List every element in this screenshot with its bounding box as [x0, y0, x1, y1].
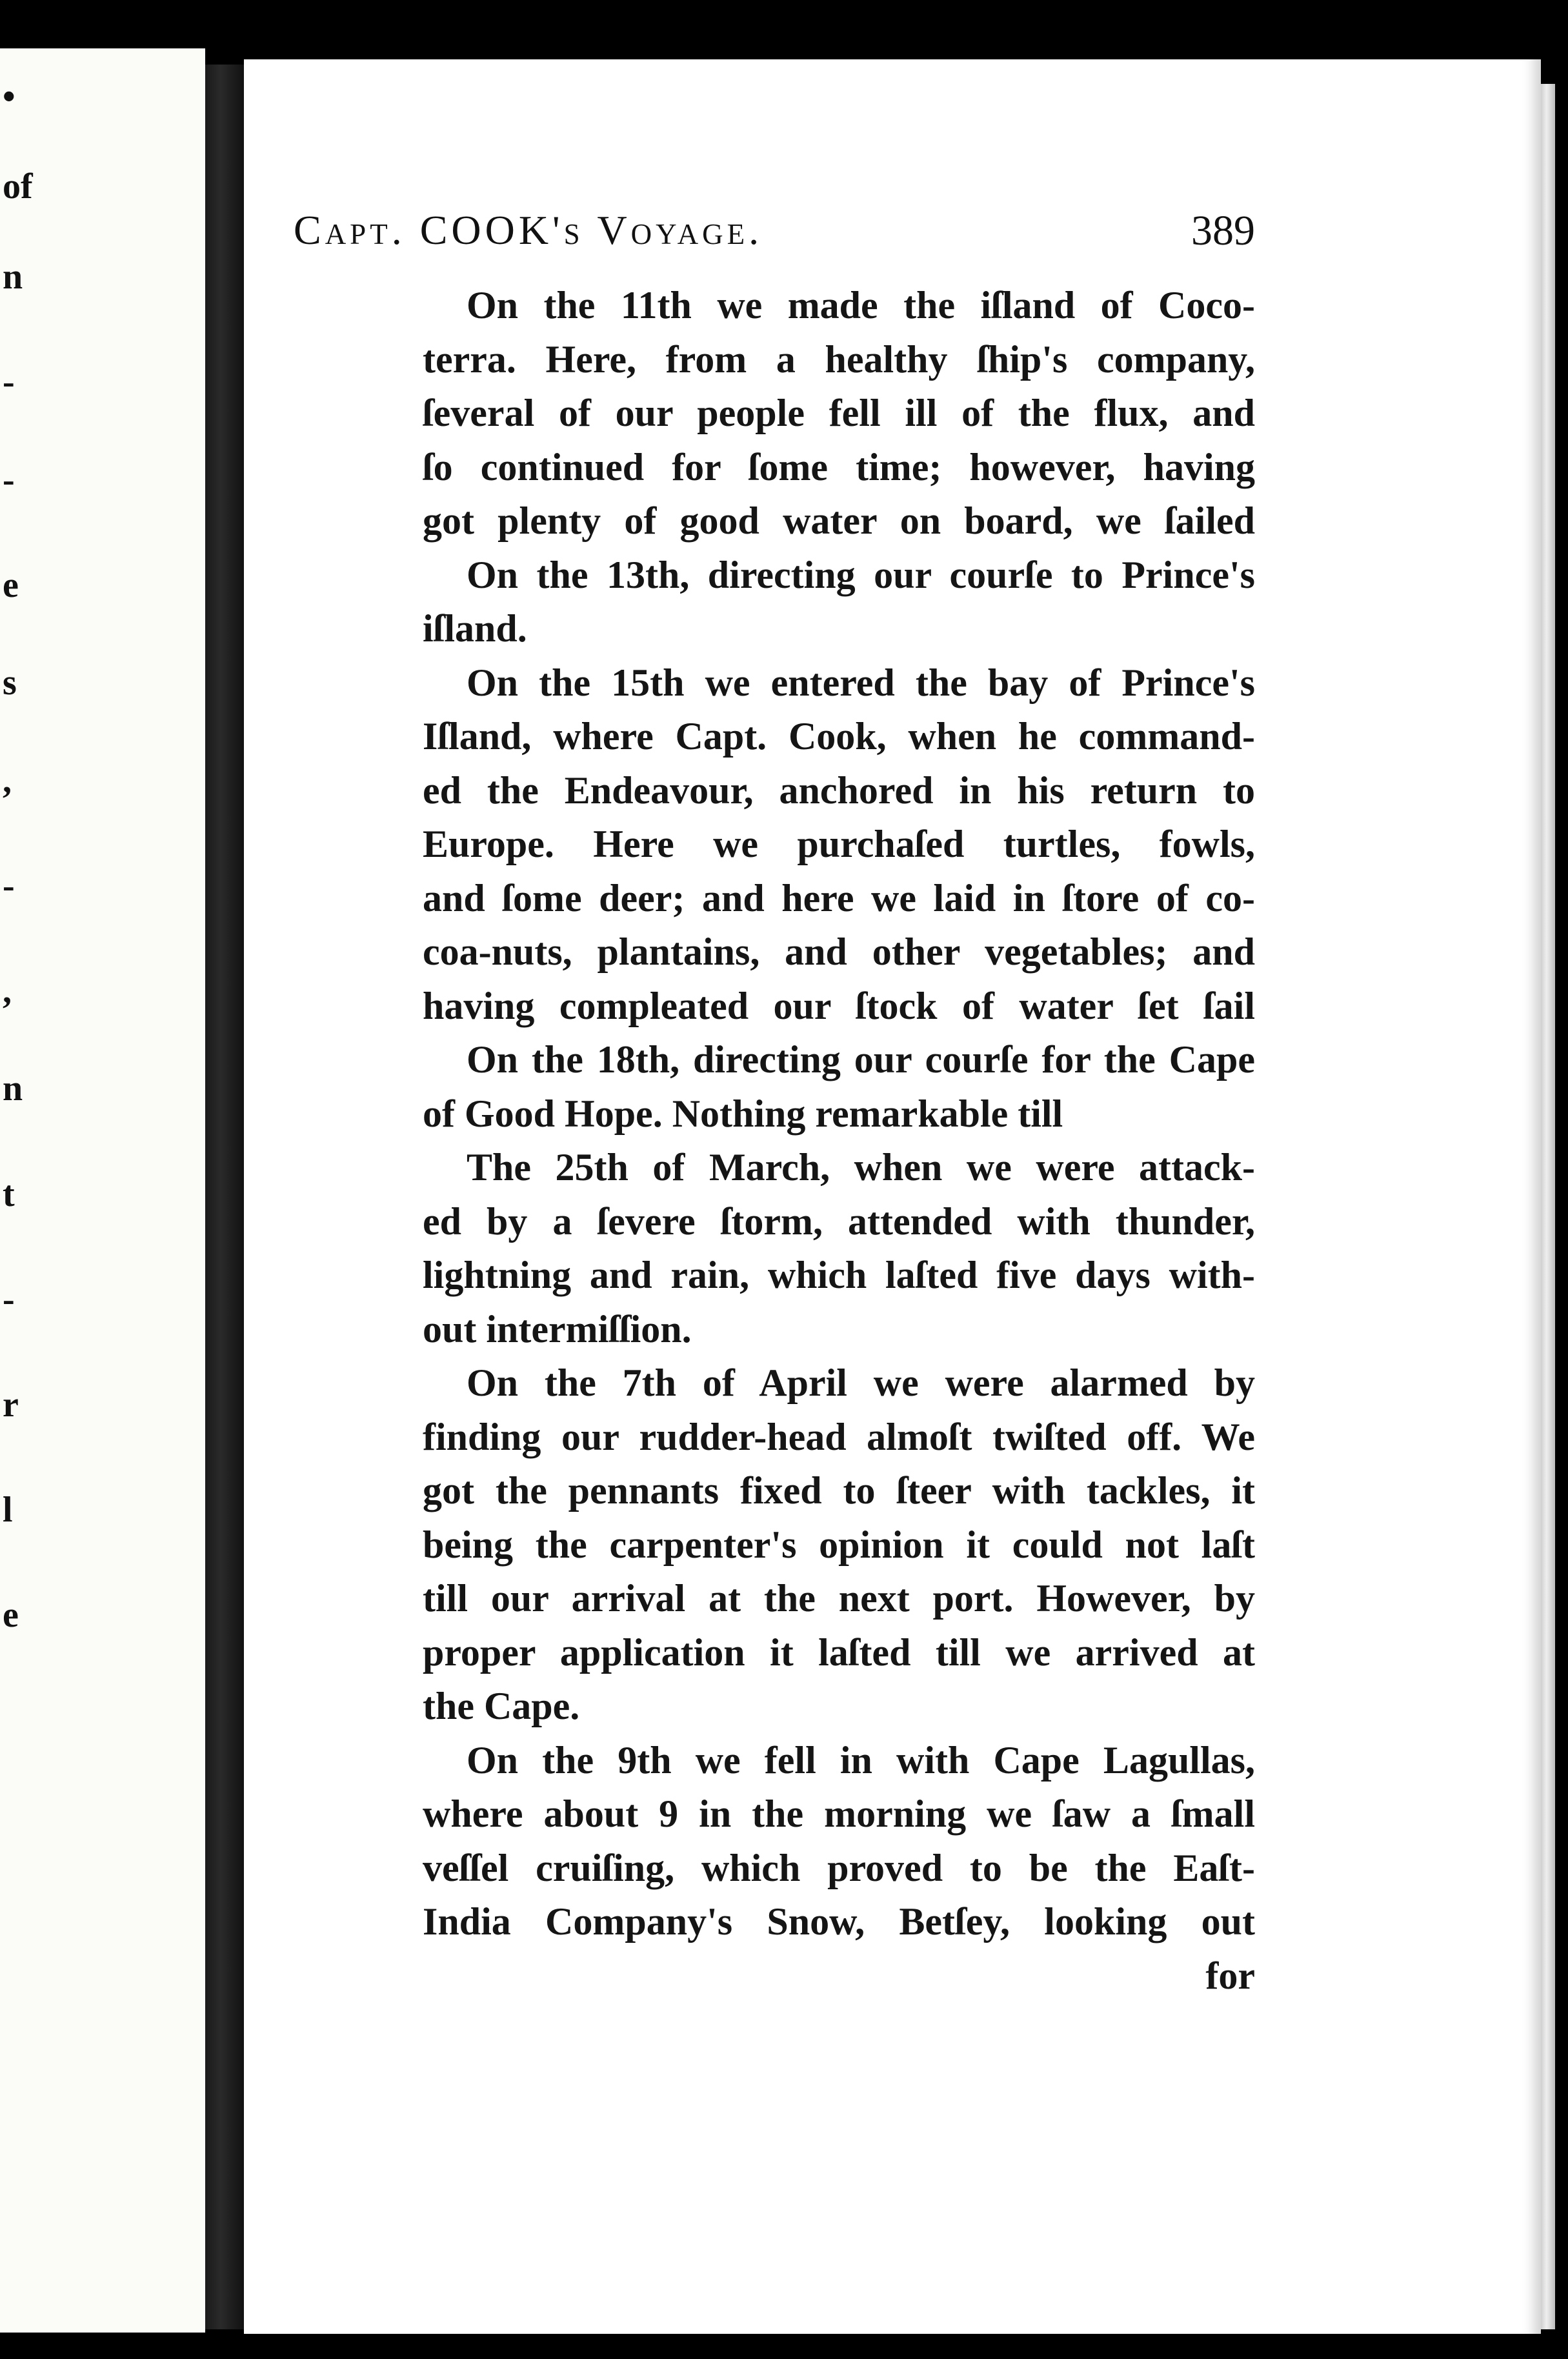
margin-fragment: • [3, 76, 15, 117]
text-line: On the 15th we entered the bay of Prince's [467, 661, 1255, 704]
text-line: India Company's Snow, Betſey, looking out [423, 1900, 1255, 1943]
margin-fragment: e [3, 1594, 19, 1635]
text-line: having compleated our ſtock of water ſet ſail [423, 984, 1255, 1027]
page-header [294, 206, 1255, 265]
margin-fragment: s [3, 663, 17, 703]
text-line: ed by a ſevere ſtorm, attended with thunder, [423, 1200, 1255, 1243]
text-line: till our arrival at the next port. However, by [423, 1577, 1255, 1620]
text-line: Iſland, where Capt. Cook, when he command- [423, 715, 1255, 758]
text-line: iſland. [423, 607, 527, 650]
text-line: On the 13th, directing our courſe to Prince's [467, 553, 1255, 596]
text-line: On the 9th we fell in with Cape Lagullas, [467, 1738, 1255, 1782]
text-line: coa-nuts, plantains, and other vegetables; and [423, 930, 1255, 973]
margin-fragment: - [3, 362, 15, 403]
margin-fragment: n [3, 257, 23, 297]
margin-fragment: of [3, 166, 33, 207]
margin-fragment: - [3, 459, 15, 500]
text-line: On the 11th we made the iſland of Coco- [467, 284, 1255, 326]
text-line: being the carpenter's opinion it could not laſt [423, 1523, 1255, 1566]
margin-fragment: - [3, 1279, 15, 1320]
text-line: ed the Endeavour, anchored in his return to [423, 768, 1255, 812]
margin-fragment: , [3, 970, 12, 1011]
text-line: On the 7th of April we were alarmed by [467, 1361, 1255, 1404]
margin-fragment: , [3, 760, 12, 801]
text-line: On the 18th, directing our courſe for the Cape [467, 1038, 1255, 1081]
book-gutter [205, 65, 244, 2329]
margin-fragment: - [3, 865, 15, 906]
text-line: proper application it laſted till we arrived at [423, 1631, 1255, 1674]
body-text [423, 279, 1255, 2003]
text-line: ſo continued for ſome time; however, having [423, 445, 1255, 488]
text-line: ſeveral of our people fell ill of the flux, and [423, 392, 1255, 434]
text-line: got plenty of good water on board, we ſailed [423, 499, 1255, 542]
text-line: lightning and rain, which laſted five days with- [423, 1254, 1255, 1296]
text-line: where about 9 in the morning we ſaw a ſmall [423, 1792, 1255, 1835]
text-line: the Cape. [423, 1685, 580, 1727]
text-line: got the pennants fixed to ſteer with tackles, it [423, 1469, 1255, 1512]
text-line: out intermiſſion. [423, 1307, 692, 1350]
margin-fragment: r [3, 1384, 19, 1425]
left-page-margin-fragments [0, 48, 39, 2333]
page-number: 389 [1191, 207, 1255, 254]
page-edge [1541, 84, 1555, 2329]
running-title: Capt. COOK's Voyage. [294, 207, 763, 253]
text-line: and ſome deer; and here we laid in ſtore of co- [423, 876, 1255, 919]
text-line: The 25th of March, when we were attack- [467, 1146, 1255, 1189]
margin-fragment: n [3, 1069, 23, 1109]
margin-fragment: l [3, 1489, 13, 1530]
text-line: of Good Hope. Nothing remarkable till [423, 1092, 1063, 1135]
left-facing-page [0, 48, 205, 2333]
text-line: Europe. Here we purchaſed turtles, fowls, [423, 823, 1255, 865]
text-line: terra. Here, from a healthy ſhip's company, [423, 337, 1255, 381]
text-line: finding our rudder-head almoſt twiſted off. We [423, 1415, 1255, 1458]
margin-fragment: e [3, 565, 19, 605]
margin-fragment: t [3, 1174, 15, 1214]
catchword: for [1205, 1954, 1255, 1997]
text-line: veſſel cruiſing, which proved to be the Eaſt- [423, 1846, 1255, 1889]
